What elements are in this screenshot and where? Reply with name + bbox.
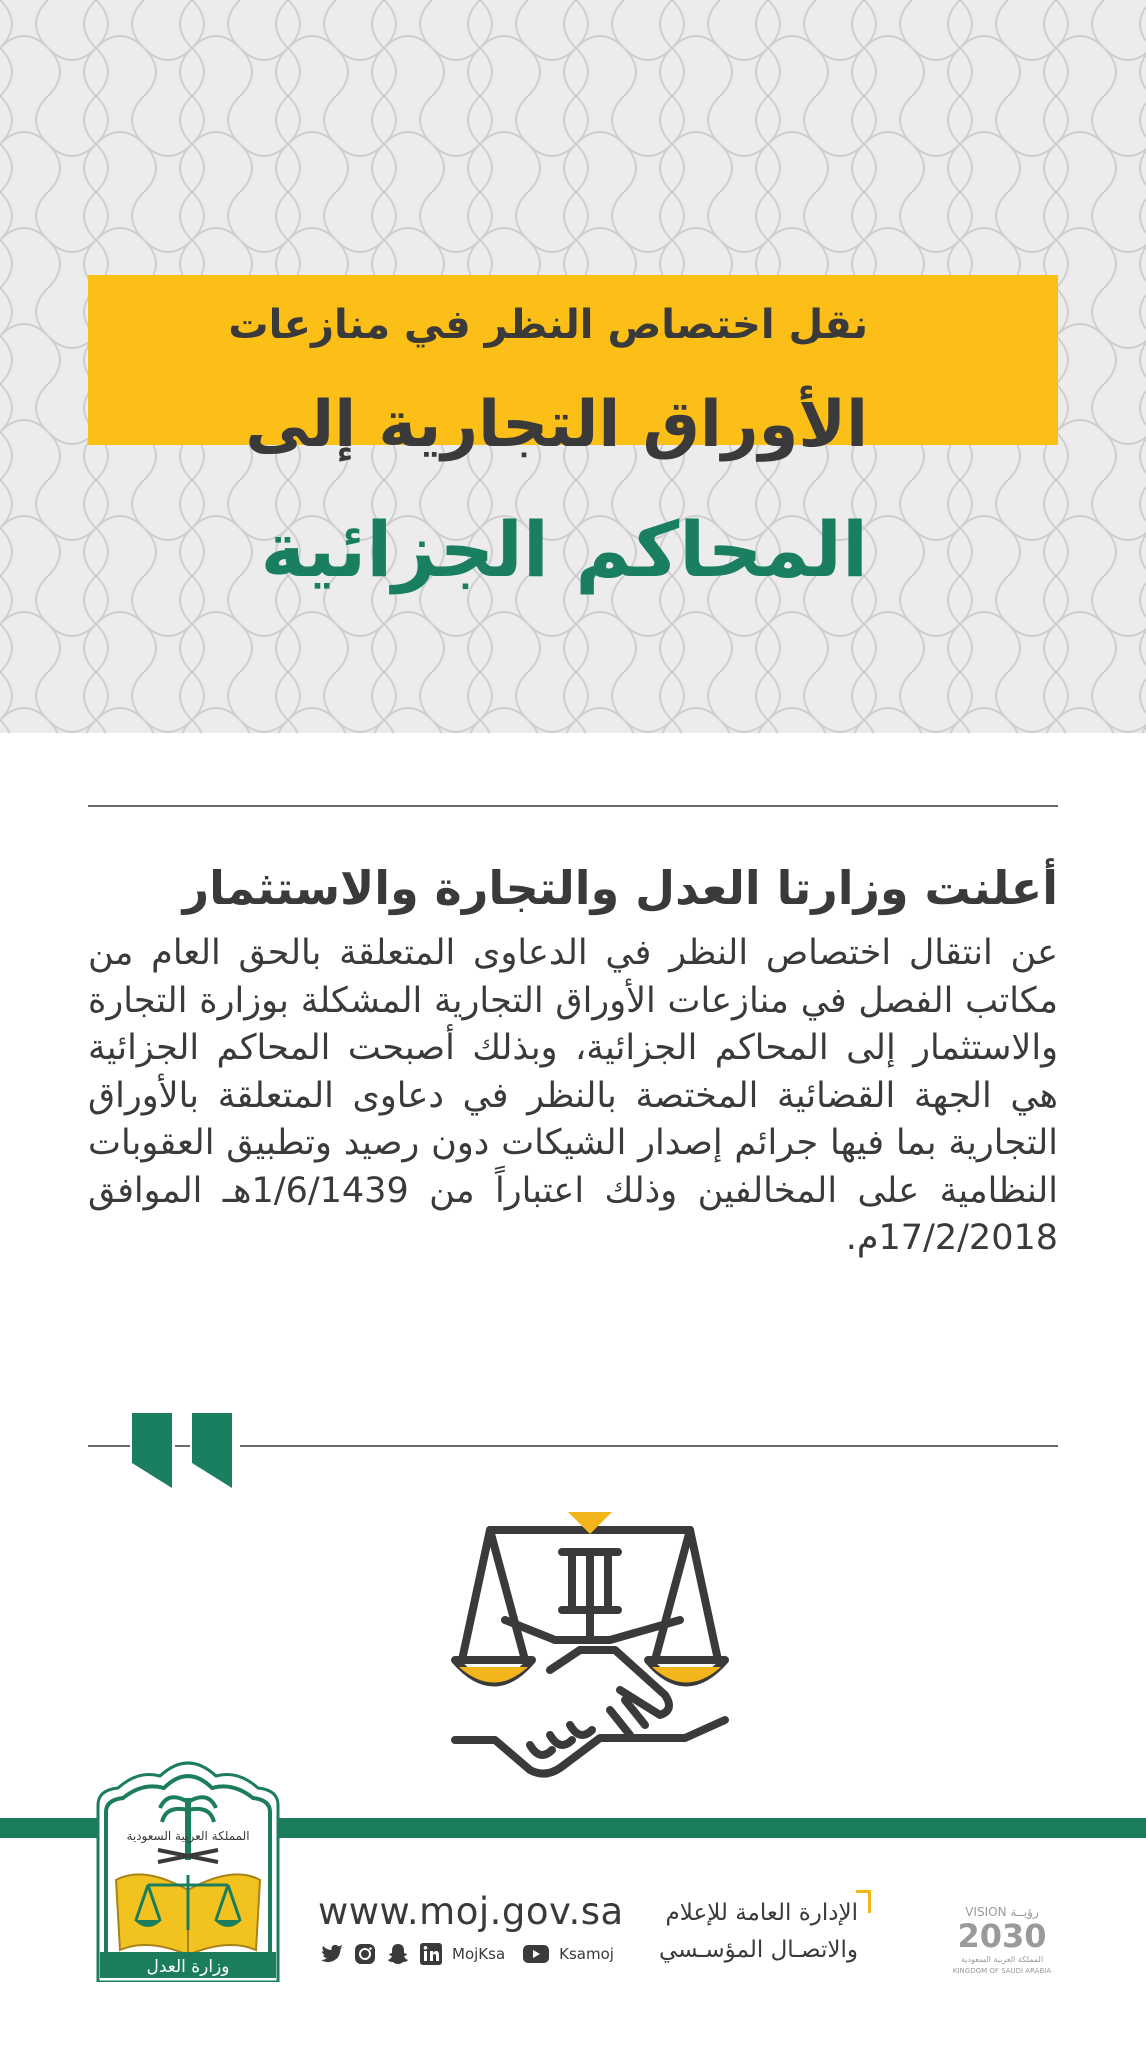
youtube-icon[interactable]: [522, 1942, 550, 1966]
announcement-body: عن انتقال اختصاص النظر في الدعاوى المتعلقة بالحق العام من مكاتب الفصل في منازعات الأوراق التجارية المشكلة بوزارة التجارة والاستثمار إلى المحاكم الجزائية، وبذلك أصبحت المحاكم الجزائية هي الجهة القضائية المختصة بالنظر في دعاوى المتعلقة بالأوراق التجارية بما فيها جرائم إصدار الشيكات دون رصيد وتطبيق العقوبات النظامية على المخالفين وذلك اعتباراً من 1/6/1439هـ الموافق 17/2/2018م.: [88, 933, 1058, 1258]
quote-icon: [130, 1413, 240, 1488]
department-line-2: والاتصـال المؤسـسي: [658, 1937, 858, 1963]
announcement-lead: أعلنت وزارتا العدل والتجارة والاستثمار: [182, 861, 1058, 915]
title-line-2: الأوراق التجارية إلى: [245, 388, 868, 462]
snapchat-icon[interactable]: [386, 1942, 410, 1966]
vision-year: 2030: [957, 1917, 1047, 1955]
department-accent-mark: [856, 1890, 871, 1913]
social-links: [320, 1942, 622, 1966]
title-line-1: نقل اختصاص النظر في منازعات: [228, 302, 868, 348]
emblem-top-text: المملكة العربية السعودية: [126, 1829, 250, 1843]
vision-2030-logo: [945, 1902, 1060, 1982]
title-line-3: المحاكم الجزائية: [260, 505, 868, 594]
ministry-emblem-logo: [88, 1750, 288, 1982]
department-line-1: الإدارة العامة للإعلام: [665, 1900, 858, 1926]
vision-label: VISION رؤيــة: [965, 1905, 1039, 1919]
social-handle-youtube[interactable]: Ksamoj: [559, 1945, 614, 1963]
vision-en: KINGDOM OF SAUDI ARABIA: [952, 1967, 1052, 1975]
vision-sub: المملكة العربية السعودية: [960, 1955, 1044, 1964]
linkedin-icon[interactable]: [419, 1942, 443, 1966]
instagram-icon[interactable]: [353, 1942, 377, 1966]
social-handle-main[interactable]: MojKsa: [452, 1945, 506, 1963]
divider-top: [88, 805, 1058, 807]
department-name: [648, 1895, 858, 1969]
emblem-text: وزارة العدل: [146, 1957, 230, 1977]
twitter-icon[interactable]: [320, 1942, 344, 1966]
website-link[interactable]: www.moj.gov.sa: [318, 1890, 624, 1933]
justice-scales-icon: [450, 1510, 730, 1780]
hero-header: [0, 0, 1146, 733]
